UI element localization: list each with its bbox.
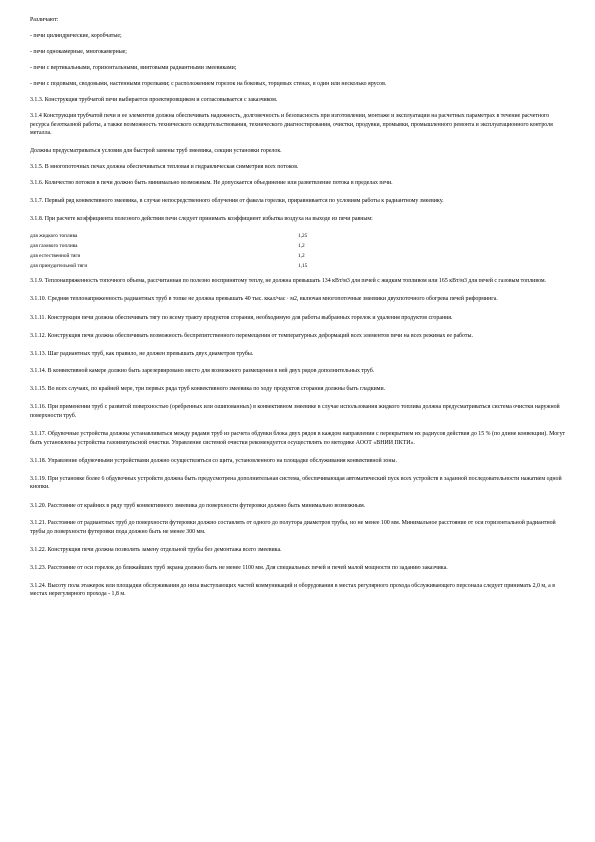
paragraph-replacement-conditions: Должны предусматриваться условия для быстрой замены труб змеевика, секции установки горелок. [30, 148, 282, 155]
paragraph-3-1-18: 3.1.18. Управление обдувочными устройствами должно осуществляться со щита, установленного на площадке обслуживания конвективной зоны. [30, 457, 397, 464]
paragraph-3-1-13: 3.1.13. Шаг радиантных труб, как правило, не должен превышать двух диаметров трубы. [30, 350, 254, 357]
document-page [30, 16, 570, 606]
paragraph-3-1-10: 3.1.10. Средняя теплонапряженность радиантных труб в топке не должна превышать 40 тыс. ккал/час · м2, включая многопоточные змеевики двухпоточного обогрева печей риформинга. [30, 296, 498, 303]
intro-text: Различают: [30, 17, 59, 23]
bullet-cylindrical-box: - печи цилиндрические, коробчатые; [30, 32, 122, 39]
bullet-single-multi-chamber: - печи однокамерные, многокамерные; [30, 48, 127, 55]
paragraph-3-1-20: 3.1.20. Расстояние от крайних в ряду труб конвективного змеевика до поверхности футеровки должно быть минимально возможным. [30, 502, 366, 509]
paragraph-3-1-8: 3.1.8. При расчете коэффициента полезного действия печи следует принимать коэффициент избытка воздуха на выходе из печи равным: [30, 216, 373, 223]
table-row-value: 1,2 [298, 243, 305, 250]
table-row-value: 1,25 [298, 233, 308, 240]
table-row-label: для естественной тяги [30, 253, 81, 260]
paragraph-3-1-19: 3.1.19. При установке более 6 обдувочных устройств должна быть предусмотрена дополнительная система, обеспечивающая автоматический пуск всех устройств в заданной последовательности нажатием одной кнопки. [30, 475, 562, 491]
paragraph-3-1-14: 3.1.14. В конвективной камере должно быть зарезервировано место для возможного размещения в ней двух рядов дополнительных труб. [30, 368, 375, 375]
paragraph-3-1-23: 3.1.23. Расстояние от оси горелок до ближайших труб экрана должно быть не менее 1100 мм. Для специальных печей и печей малой мощности по заданию заказчика. [30, 564, 448, 571]
table-row [30, 251, 570, 261]
paragraph-3-1-21: 3.1.21. Расстояние от радиантных труб до поверхности футеровки должно составлять от одного до полутора диаметров трубы, но не менее 100 мм. Минимальное расстояние от оси горизонтальной радиантной трубы до поверхности футеровки пода должно быть не менее 300 мм. [30, 520, 556, 535]
paragraph-3-1-7: 3.1.7. Первый ряд конвективного змеевика, в случае непосредственного облучения от факела горелки, приравнивается по условиям работы к радиантному змеевику. [30, 198, 444, 205]
bullet-coil-types: - печи с вертикальными, горизонтальными, винтовыми радиантными змеевиками; [30, 64, 237, 71]
table-row [30, 241, 570, 251]
paragraph-3-1-12: 3.1.12. Конструкция печи должна обеспечивать возможность беспрепятственного перемещения от температурных деформаций всех элементов печи на всех режимах ее работы. [30, 332, 473, 339]
paragraph-3-1-4: 3.1.4 Конструкция трубчатой печи и ее элементов должна обеспечивать надежность, долговечность и безопасность при изготовлении, монтаже и эксплуатации на расчетных параметрах в течение расчетного ресурса безотказной работы, а также возможность технического освидетельствования, технического диагностирования, очистки, продувки, промывки, промышленного ремонта и эксплуатационного контроля металла. [30, 112, 553, 137]
paragraph-3-1-17: 3.1.17. Обдувочные устройства должны устанавливаться между рядами труб из расчета обдувки блока двух рядов в каждом направлении с перекрытием их радиусов действия до 15 % (по длине конвекции). Могут быть установлены устройства газоимпульсной очистки. Управление системой очистки рекомендуется осуществлять по методике АООТ «ВНИИ ПКТИ». [30, 431, 566, 446]
table-row [30, 231, 570, 241]
paragraph-3-1-5: 3.1.5. В многопоточных печах должна обеспечиваться тепловая и гидравлическая симметрия всех потоков. [30, 164, 299, 171]
paragraph-3-1-16: 3.1.16. При применении труб с развитой поверхностью (оребренных или ошипованных) в конвективном змеевике в случае использования жидкого топлива должна предусматриваться система очистки наружной поверхности труб. [30, 404, 560, 419]
table-row-value: 1,15 [298, 263, 308, 270]
air-excess-table [30, 231, 570, 271]
paragraph-3-1-6: 3.1.6. Количество потоков в печи должно быть минимально возможным. Не допускается объединение или разветвление потока в пределах печи. [30, 180, 393, 187]
paragraph-3-1-24: 3.1.24. Высоту пола этажерок или площадки обслуживания до низа выступающих частей коммуникаций и оборудования в местах регулярного прохода обслуживающего персонала следует принимать 2,0 м, а в местах нерегулярного прохода - 1,8 м. [30, 582, 555, 598]
table-row-label: для принудительной тяги [30, 263, 88, 270]
table-row-label: для жидкого топлива [30, 233, 78, 240]
table-row-value: 1,2 [298, 253, 305, 260]
bullet-burner-placement: - печи с подовыми, сводовыми, настенными горелками; с расположением горелок на боковых, торцевых стенах, в один или несколько ярусов. [30, 80, 387, 87]
paragraph-3-1-3: 3.1.3. Конструкция трубчатой печи выбирается проектировщиком и согласовывается с заказчиком. [30, 96, 278, 103]
paragraph-3-1-15: 3.1.15. Во всех случаях, по крайней мере, три первых ряда труб конвективного змеевика по ходу продуктов сгорания должны быть гладкими. [30, 386, 386, 393]
paragraph-3-1-22: 3.1.22. Конструкция печи должна позволять замену отдельной трубы без демонтажа всего змеевика. [30, 546, 282, 553]
paragraph-3-1-11: 3.1.11. Конструкция печи должна обеспечивать тягу по всему тракту продуктов сгорания, необходимую для работы выбранных горелок и удаления продуктов сгорания. [30, 314, 453, 321]
table-row-label: для газового топлива [30, 243, 78, 250]
table-row [30, 261, 570, 271]
paragraph-3-1-9: 3.1.9. Теплонапряженность топочного объема, рассчитанная по полезно воспринятому теплу, не должна превышать 134 кВт/м3 для печей с жидким топливом или 165 кВт/м3 для печей с газовым топливом. [30, 278, 547, 285]
